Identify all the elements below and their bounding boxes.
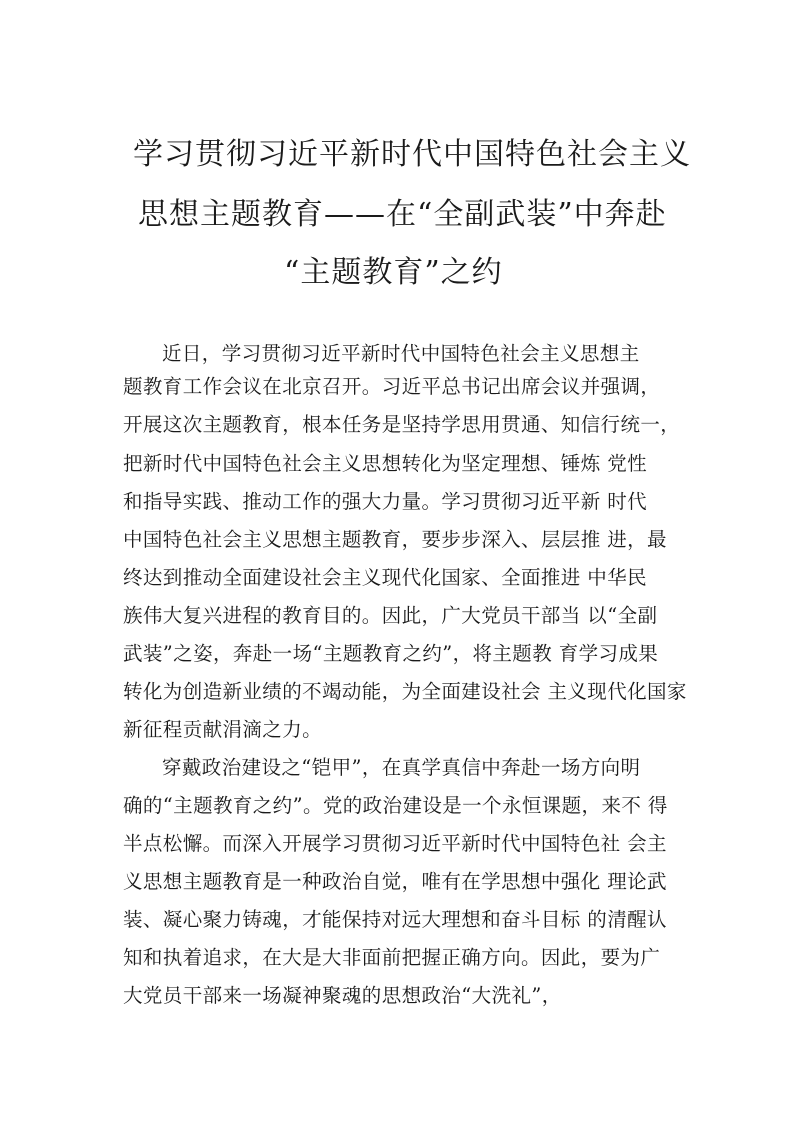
paragraph-line: 终达到推动全面建设社会主义现代化国家、全面推进 中华民	[123, 566, 647, 589]
paragraph-line: 和指导实践、推动工作的强大力量。学习贯彻习近平新 时代	[123, 490, 647, 513]
paragraph-line: 知和执着追求，在大是大非面前把握正确方向。因此，要为广	[123, 946, 661, 969]
title-line-1: 学习贯彻习近平新时代中国特色社会主义	[133, 137, 691, 172]
paragraph-line: 装、凝心聚力铸魂，才能保持对远大理想和奋斗目标 的清醒认	[123, 908, 667, 931]
paragraph-line: 把新时代中国特色社会主义思想转化为坚定理想、锤炼 党性	[123, 452, 647, 475]
paragraph-line: 题教育工作会议在北京召开。习近平总书记出席会议并强调，	[123, 375, 661, 398]
paragraph-line: 中国特色社会主义思想主题教育，要步步深入、层层推 进，最	[123, 528, 667, 551]
paragraph-line: 穿戴政治建设之“铠甲”，在真学真信中奔赴一场方向明	[162, 756, 641, 779]
paragraph-line: 义思想主题教育是一种政治自觉，唯有在学思想中强化 理论武	[123, 870, 667, 893]
paragraph-line: 大党员干部来一场凝神聚魂的思想政治“大洗礼”，	[123, 984, 562, 1007]
title-line-3: “主题教育”之约	[284, 255, 503, 290]
paragraph-line: 半点松懈。而深入开展学习贯彻习近平新时代中国特色社 会主	[123, 832, 667, 855]
title-line-2: 思想主题教育——在“全副武装”中奔赴	[138, 197, 667, 232]
paragraph-line: 开展这次主题教育，根本任务是坚持学思用贯通、知信行统一，	[123, 413, 681, 436]
paragraph-line: 新征程贡献涓滴之力。	[123, 718, 323, 741]
paragraph-line: 武装”之姿，奔赴一场“主题教育之约”，将主题教 育学习成果	[123, 642, 659, 665]
paragraph-line: 族伟大复兴进程的教育目的。因此，广大党员干部当 以“全副	[123, 604, 658, 627]
paragraph-line: 确的“主题教育之约”。党的政治建设是一个永恒课题，来不 得	[123, 794, 668, 817]
paragraph-line: 转化为创造新业绩的不竭动能，为全面建设社会 主义现代化国家	[123, 680, 687, 703]
paragraph-line: 近日，学习贯彻习近平新时代中国特色社会主义思想主	[162, 342, 640, 365]
